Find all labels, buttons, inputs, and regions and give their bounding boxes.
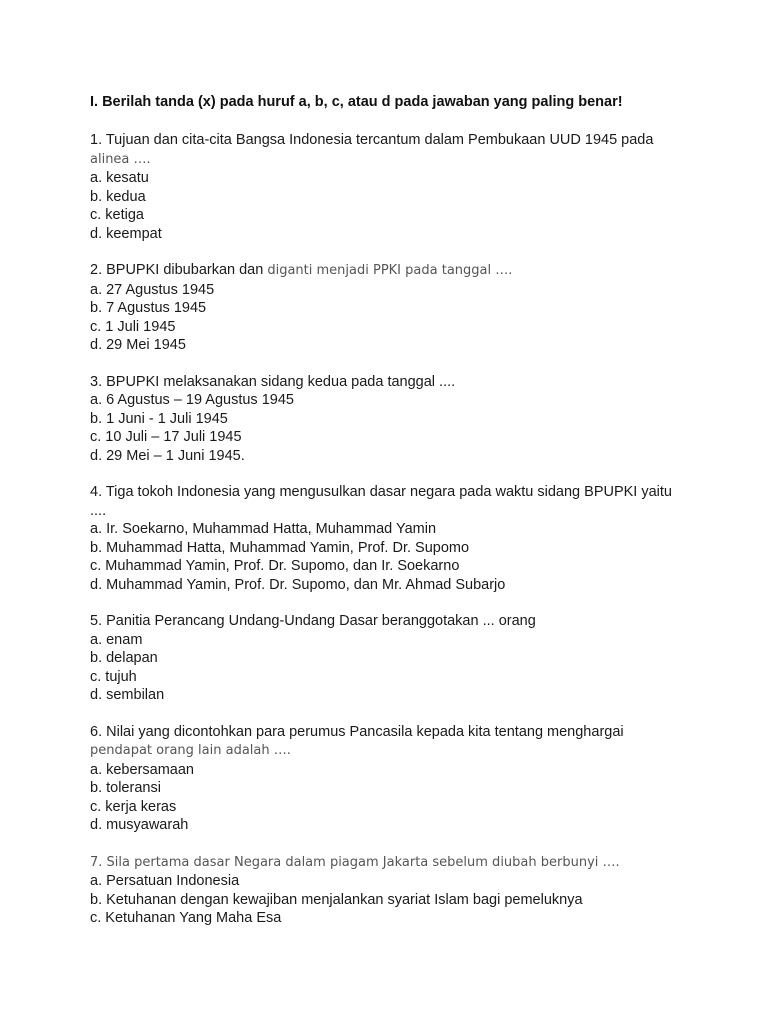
question-7 xyxy=(90,853,750,928)
question-2 xyxy=(90,261,750,355)
question-text-main: 6. Nilai yang dicontohkan para perumus Pancasila kepada kita tentang menghargai xyxy=(90,723,624,740)
option-b: b. 1 Juni - 1 Juli 1945 xyxy=(90,410,228,427)
option-c: c. kerja keras xyxy=(90,798,177,815)
question-text-continued: diganti menjadi PPKI pada tanggal …. xyxy=(267,263,513,278)
option-d: d. 29 Mei 1945 xyxy=(90,337,186,353)
option-a: a. kesatu xyxy=(90,170,149,186)
question-5 xyxy=(90,612,750,705)
option-d: d. Muhammad Yamin, Prof. Dr. Supomo, dan Mr. Ahmad Subarjo xyxy=(90,576,506,593)
option-c: c. tujuh xyxy=(90,668,137,685)
option-d: d. musyawarah xyxy=(90,817,189,833)
option-a: a. 6 Agustus – 19 Agustus 1945 xyxy=(90,392,294,408)
option-b: b. Muhammad Hatta, Muhammad Yamin, Prof. Dr. Supomo xyxy=(90,539,470,556)
question-text-main: 1. Tujuan dan cita-cita Bangsa Indonesia tercantum dalam Pembukaan UUD 1945 pada xyxy=(90,132,654,148)
question-3 xyxy=(90,373,750,466)
option-a: a. Ir. Soekarno, Muhammad Hatta, Muhammad Yamin xyxy=(90,521,437,537)
question-text: 4. Tiga tokoh Indonesia yang mengusulkan dasar negara pada waktu sidang BPUPKI yaitu .... xyxy=(90,484,672,519)
option-b: b. kedua xyxy=(90,188,146,205)
option-b: b. toleransi xyxy=(90,780,161,796)
question-4 xyxy=(90,483,750,594)
option-a: a. kebersamaan xyxy=(90,761,194,778)
question-text-continued: alinea …. xyxy=(90,151,151,167)
option-c: c. Ketuhanan Yang Maha Esa xyxy=(90,910,282,926)
option-a: a. 27 Agustus 1945 xyxy=(90,281,215,298)
question-text-main: 2. BPUPKI dibubarkan dan xyxy=(90,262,264,278)
question-1 xyxy=(90,131,750,243)
question-text xyxy=(90,261,750,281)
question-text-light: 7. Sila pertama dasar Negara dalam piagam Jakarta sebelum diubah berbunyi …. xyxy=(90,854,620,870)
question-text xyxy=(90,131,750,169)
option-a: a. Persatuan Indonesia xyxy=(90,873,240,889)
question-6 xyxy=(90,723,750,835)
question-text xyxy=(90,723,750,761)
option-a: a. enam xyxy=(90,631,143,648)
option-d: d. 29 Mei – 1 Juni 1945. xyxy=(90,447,245,464)
option-c: c. Muhammad Yamin, Prof. Dr. Supomo, dan Ir. Soekarno xyxy=(90,558,460,574)
option-c: c. 10 Juli – 17 Juli 1945 xyxy=(90,429,242,445)
option-d: d. keempat xyxy=(90,225,162,242)
instruction-heading: I. Berilah tanda (x) pada huruf a, b, c, atau d pada jawaban yang paling benar! xyxy=(90,94,623,110)
question-text: 3. BPUPKI melaksanakan sidang kedua pada tanggal .... xyxy=(90,373,456,390)
option-b: b. 7 Agustus 1945 xyxy=(90,300,207,316)
question-text xyxy=(90,853,750,873)
option-b: b. Ketuhanan dengan kewajiban menjalankan syariat Islam bagi pemeluknya xyxy=(90,891,583,908)
document-page xyxy=(90,92,750,946)
option-c: c. 1 Juli 1945 xyxy=(90,318,176,335)
option-d: d. sembilan xyxy=(90,687,165,703)
option-b: b. delapan xyxy=(90,650,158,666)
question-text-continued: pendapat orang lain adalah …. xyxy=(90,743,291,758)
option-c: c. ketiga xyxy=(90,207,144,223)
question-text: 5. Panitia Perancang Undang-Undang Dasar beranggotakan ... orang xyxy=(90,613,536,629)
